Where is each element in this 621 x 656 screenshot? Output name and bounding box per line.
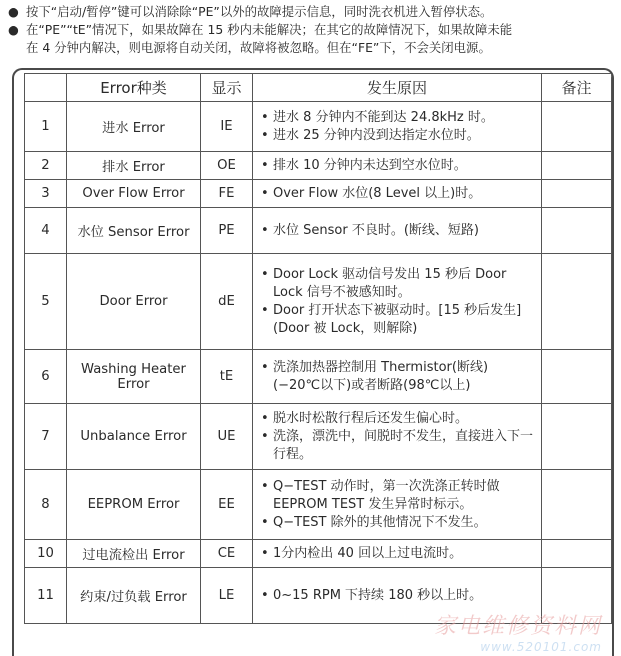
error-type: Washing Heater Error [67,350,201,404]
error-type: Over Flow Error [67,180,201,208]
cause-item [261,478,533,514]
note-text: 按下“启动/暂停”键可以消除除“PE”以外的故障提示信息，同时洗衣机进入暂停状态。 [26,4,493,19]
table-row [25,404,612,470]
cause-cell [253,470,542,540]
error-type: 进水 Error [67,102,201,152]
notes [8,3,614,57]
remark [542,350,612,404]
remark [542,540,612,568]
table-row [25,208,612,254]
error-type: 水位 Sensor Error [67,208,201,254]
note-1: ● 按下“启动/暂停”键可以消除除“PE”以外的故障提示信息，同时洗衣机进入暂停状态。 [8,4,493,19]
cause-text: Over Flow 水位(8 Level 以上)时。 [273,185,482,201]
cause-text: 排水 10 分钟内未达到空水位时。 [273,157,467,173]
display-code: LE [201,568,253,624]
table-header-row [25,74,612,102]
row-number: 5 [25,254,67,350]
bullet-icon: • [261,157,269,173]
header-cause: 发生原因 [253,74,542,102]
watermark-url: www.520101.com [480,640,602,654]
table-row [25,254,612,350]
table-row [25,152,612,180]
display-code: CE [201,540,253,568]
display-code: EE [201,470,253,540]
cause-item [261,545,533,563]
cause-item [261,587,533,605]
remark [542,180,612,208]
row-number: 4 [25,208,67,254]
cause-item [261,109,533,127]
cause-item [261,302,533,338]
cause-text: 洗涤加热器控制用 Thermistor(断线)(−20℃以下)或者断路(98℃以上) [273,359,489,393]
display-code: IE [201,102,253,152]
remark [542,254,612,350]
cause-text: 进水 8 分钟内不能到达 24.8kHz 时。 [273,109,494,125]
cause-text: Door 打开状态下被驱动时。[15 秒后发生](Door 被 Lock，则解除) [273,302,522,336]
display-code: FE [201,180,253,208]
cause-cell [253,540,542,568]
cause-text: 脱水时松散行程后还发生偏心时。 [273,410,469,426]
display-code: dE [201,254,253,350]
header-remark: 备注 [542,74,612,102]
table-body [25,102,612,624]
bullet-icon: • [261,222,269,238]
error-type: Unbalance Error [67,404,201,470]
remark [542,152,612,180]
cause-text: 水位 Sensor 不良时。(断线、短路) [273,222,479,238]
cause-cell [253,102,542,152]
remark [542,470,612,540]
error-type: 排水 Error [67,152,201,180]
cause-item [261,157,533,175]
cause-text: Q−TEST 除外的其他情况下不发生。 [273,514,487,530]
cause-text: Q−TEST 动作时，第一次洗涤正转时做 EEPROM TEST 发生异常时标示。 [273,478,500,512]
remark [542,208,612,254]
display-code: tE [201,350,253,404]
table-row [25,180,612,208]
cause-item [261,428,533,464]
error-table-frame [12,68,614,656]
cause-cell [253,254,542,350]
bullet-icon: • [261,109,269,125]
display-code: OE [201,152,253,180]
bullet-icon: • [261,514,269,530]
display-code: PE [201,208,253,254]
bullet-icon: • [261,587,269,603]
bullet-icon: • [261,359,269,375]
bullet-icon: • [261,302,269,318]
watermark-text: 家电维修资料网 [433,614,602,639]
remark [542,404,612,470]
cause-text: 0~15 RPM 下持续 180 秒以上时。 [273,587,483,603]
bullet-icon: • [261,428,269,444]
bullet-icon: • [261,545,269,561]
row-number: 6 [25,350,67,404]
header-code: 显示 [201,74,253,102]
row-number: 3 [25,180,67,208]
row-number: 2 [25,152,67,180]
row-number: 10 [25,540,67,568]
row-number: 7 [25,404,67,470]
bullet-icon: • [261,185,269,201]
cause-cell [253,404,542,470]
cause-cell [253,350,542,404]
table-row [25,350,612,404]
cause-item [261,222,533,240]
display-code: UE [201,404,253,470]
table-row [25,102,612,152]
row-number: 8 [25,470,67,540]
remark [542,102,612,152]
watermark [434,609,602,654]
cause-text: 洗涤，漂洗中，间脱时不发生，直接进入下一行程。 [273,428,534,462]
cause-cell [253,208,542,254]
note-text: 在 4 分钟内解决，则电源将自动关闭，故障将被忽略。但在“FE”下，不会关闭电源。 [26,40,491,55]
cause-text: 1分内检出 40 回以上过电流时。 [273,545,463,561]
error-type: Door Error [67,254,201,350]
cause-item [261,127,533,145]
cause-item [261,266,533,302]
cause-item [261,185,533,203]
row-number: 11 [25,568,67,624]
bullet-icon: • [261,478,269,494]
cause-cell [253,152,542,180]
table-row [25,540,612,568]
note-text: 在“PE”“tE”情况下，如果故障在 15 秒内未能解决；在其它的故障情况下，如果故障未能 [26,22,513,37]
cause-item [261,514,533,532]
bullet-icon: • [261,127,269,143]
row-number: 1 [25,102,67,152]
table-row [25,470,612,540]
note-2-cont [8,39,614,57]
cause-cell [253,180,542,208]
error-type: EEPROM Error [67,470,201,540]
cause-text: Door Lock 驱动信号发出 15 秒后 Door Lock 信号不被感知时。 [273,266,507,300]
cause-item [261,410,533,428]
header-type: Error种类 [67,74,201,102]
bullet-icon: • [261,266,269,282]
error-table [24,73,612,624]
cause-item [261,359,533,395]
cause-text: 进水 25 分钟内没到达指定水位时。 [273,127,480,143]
error-type: 约束/过负载 Error [67,568,201,624]
note-2: ● 在“PE”“tE”情况下，如果故障在 15 秒内未能解决；在其它的故障情况下，如果故障未能 [8,22,513,37]
error-type: 过电流检出 Error [67,540,201,568]
header-no [25,74,67,102]
bullet-icon: • [261,410,269,426]
